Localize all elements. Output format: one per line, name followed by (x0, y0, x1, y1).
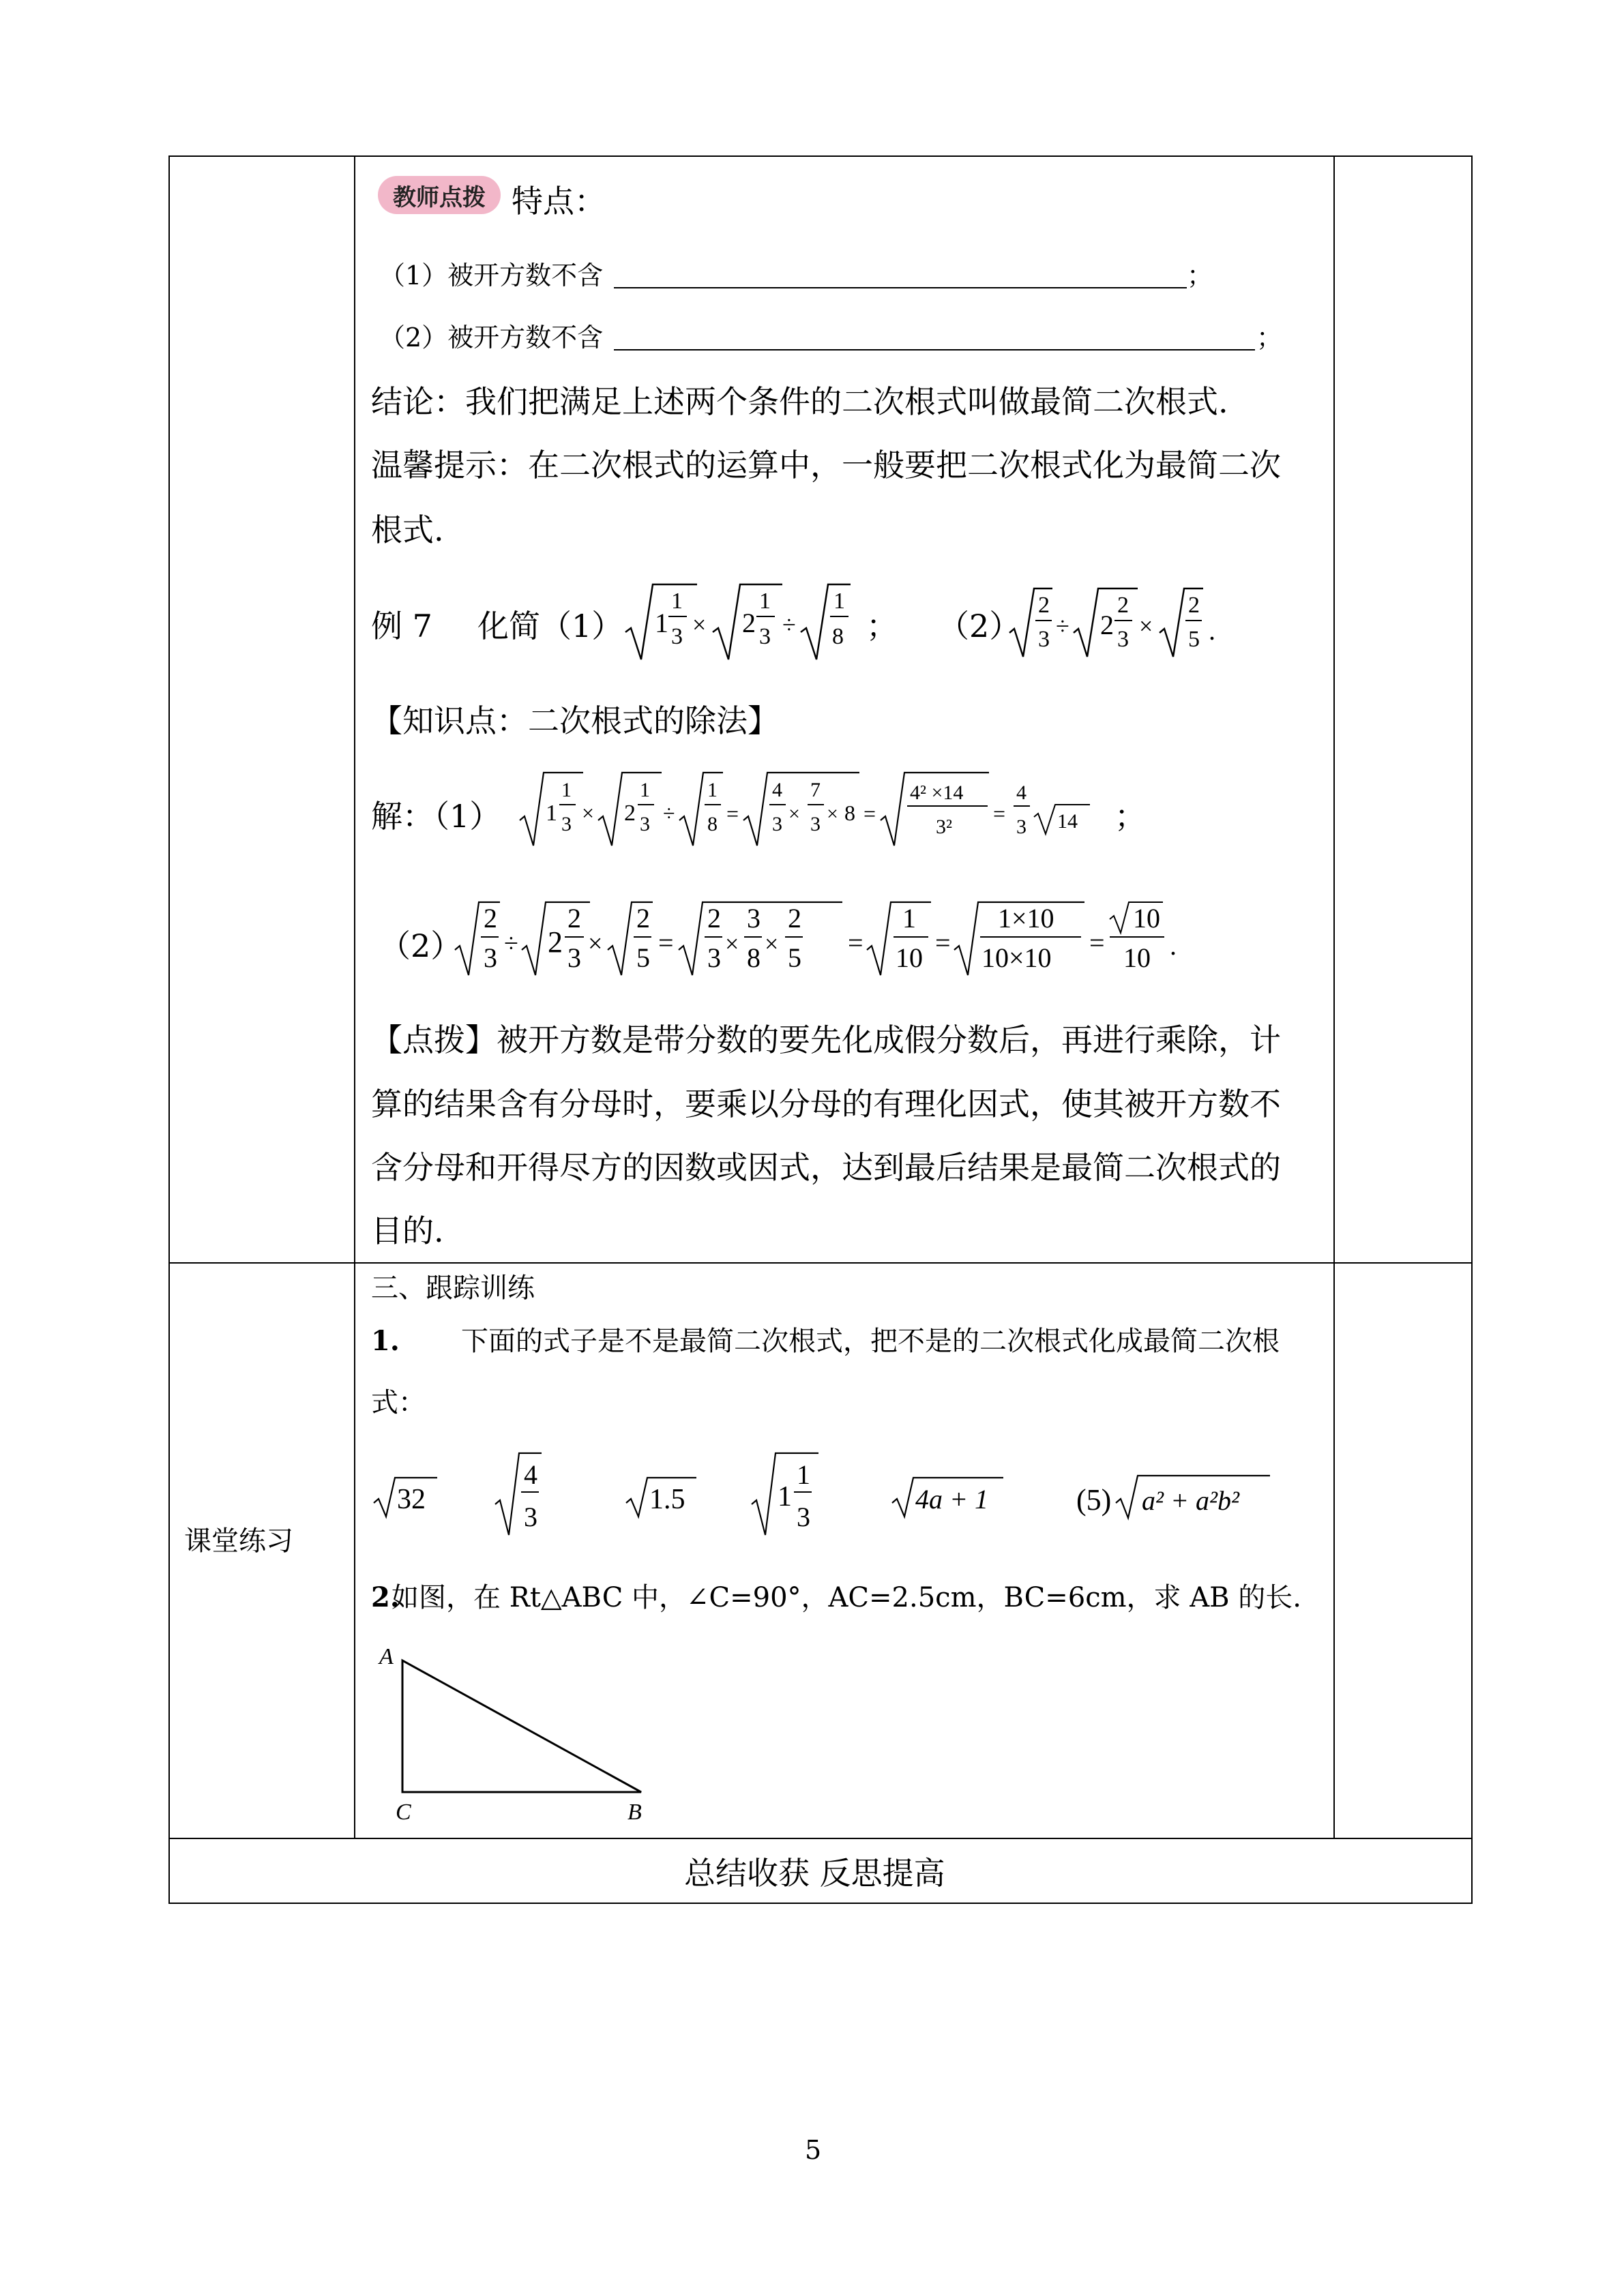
math-1: 1 (833, 588, 845, 614)
math-2: 2 (742, 608, 756, 638)
math-3-squared: 3² (936, 816, 952, 838)
math-8: 8 (844, 801, 855, 825)
math-3: 3 (759, 624, 771, 649)
knowledge-point: 【知识点：二次根式的除法】 (371, 702, 779, 739)
math-1: 1 (640, 779, 650, 801)
vertex-b-label: B (628, 1800, 642, 1825)
math-times: × (725, 930, 739, 957)
section-title: 三、跟踪训练 (371, 1272, 535, 1304)
math-times: × (692, 611, 707, 638)
math-eq: = (658, 927, 674, 958)
math-3: 3 (524, 1502, 537, 1532)
math-5-label: (5) (1076, 1483, 1112, 1517)
math-5: 5 (788, 942, 801, 973)
math-10: 10 (896, 942, 923, 973)
math-1-5: 1.5 (649, 1484, 685, 1515)
condition-2-blank (614, 349, 1255, 351)
math-times: × (582, 801, 595, 825)
hint-line-1: 【点拨】被开方数是带分数的要先化成假分数后，再进行乘除，计 (371, 1022, 1281, 1058)
math-eq: = (726, 801, 739, 826)
question-1-line-1: 下面的式子是不是最简二次根式，把不是的二次根式化成最简二次根 (461, 1326, 1280, 1357)
example-label: 例 7 (371, 608, 432, 644)
math-3: 3 (484, 942, 497, 973)
example-text: 化简（1） (477, 608, 623, 644)
triangle-figure (375, 1637, 662, 1828)
math-div: ÷ (663, 801, 675, 825)
math-2: 2 (567, 903, 581, 934)
math-2: 2 (1188, 593, 1200, 618)
math-1: 1 (561, 779, 572, 801)
radical-5-sqrt-a2-plus-a2b2 (1076, 1470, 1274, 1525)
solution-2-label: （2） (379, 927, 462, 964)
solution-separator: ； (1114, 798, 1146, 835)
math-7: 7 (810, 779, 821, 801)
math-3: 3 (1016, 816, 1027, 838)
question-2-text: 如图，在 Rt△ABC 中，∠C=90°，AC=2.5cm，BC=6cm，求 AB 的长. (392, 1582, 1301, 1613)
math-1: 1 (671, 588, 683, 614)
hint-line-3: 含分母和开得尽方的因数或因式，达到最后结果是最简二次根式的 (371, 1149, 1281, 1186)
solution-2-expression (454, 899, 1204, 994)
math-2: 2 (1100, 610, 1114, 640)
condition-2-label: （2）被开方数不含 (379, 323, 604, 353)
solution-label: 解：（1） (371, 798, 501, 835)
radical-sqrt-4a-plus-1 (891, 1474, 1007, 1522)
math-times: × (827, 803, 838, 825)
example-1-expression (622, 581, 854, 670)
math-3: 3 (707, 942, 721, 973)
radical-sqrt-4-over-3 (494, 1450, 548, 1545)
hint-line-2: 算的结果含有分母时，要乘以分母的有理化因式，使其被开方数不 (371, 1086, 1281, 1122)
math-3: 3 (671, 624, 683, 649)
math-2: 2 (1117, 593, 1129, 618)
math-div: ÷ (504, 929, 518, 958)
features-title: 特点： (512, 183, 606, 220)
section-label: 课堂练习 (184, 1525, 293, 1557)
math-3: 3 (772, 813, 782, 835)
hint-line-4: 目的. (371, 1212, 444, 1249)
math-3: 3 (1038, 627, 1050, 652)
math-div: ÷ (1056, 612, 1069, 640)
condition-1-blank (614, 287, 1187, 288)
table-col-divider-2 (1333, 155, 1335, 1838)
table-row-divider-1 (168, 1262, 1473, 1264)
tip-text-line-1: 温馨提示：在二次根式的运算中，一般要把二次根式化为最简二次 (371, 447, 1281, 483)
math-eq: = (935, 927, 951, 958)
math-3: 3 (567, 942, 581, 973)
math-1: 1 (759, 588, 771, 614)
math-5: 5 (1188, 627, 1200, 652)
math-2: 2 (1038, 593, 1050, 618)
math-dot: . (1209, 615, 1215, 646)
math-4a-plus-1: 4a + 1 (915, 1484, 988, 1515)
tip-text-line-2: 根式. (371, 511, 444, 548)
math-10: 10 (1123, 942, 1151, 973)
math-2: 2 (636, 903, 650, 934)
math-3: 3 (640, 813, 650, 835)
math-a2-plus-a2b2: a² + a²b² (1142, 1485, 1239, 1516)
math-eq: = (863, 801, 876, 826)
math-eq: = (993, 801, 1006, 826)
example-2-expression (1008, 585, 1226, 667)
math-10x10: 10×10 (981, 942, 1052, 973)
math-5: 5 (636, 942, 650, 973)
math-2: 2 (624, 801, 636, 826)
math-3: 3 (747, 903, 761, 934)
math-8: 8 (707, 813, 718, 835)
condition-1-end: ； (1187, 260, 1213, 290)
math-1x10: 1×10 (998, 903, 1054, 934)
math-dot: . (1170, 930, 1177, 961)
math-2: 2 (788, 903, 801, 934)
question-1-number: 1. (371, 1325, 400, 1357)
teacher-tip-badge: 教师点拨 (378, 176, 501, 214)
math-1: 1 (902, 903, 916, 934)
math-2: 2 (707, 903, 721, 934)
condition-2-end: ； (1256, 323, 1283, 353)
radical-sqrt-1-5 (625, 1474, 700, 1522)
math-8: 8 (747, 942, 761, 973)
radical-sqrt-1-and-1-3 (750, 1450, 825, 1545)
math-32: 32 (397, 1484, 426, 1515)
math-3: 3 (797, 1502, 810, 1532)
summary-title: 总结收获 反思提高 (684, 1855, 945, 1892)
math-1: 1 (546, 801, 557, 826)
math-times: × (765, 930, 779, 957)
math-1: 1 (797, 1459, 810, 1490)
math-10: 10 (1133, 903, 1160, 934)
math-1: 1 (655, 608, 668, 638)
math-3: 3 (1117, 627, 1129, 652)
math-1: 1 (707, 779, 718, 801)
math-2: 2 (484, 903, 497, 934)
condition-1-label: （1）被开方数不含 (379, 260, 604, 290)
math-times: × (588, 929, 603, 958)
table-col-divider-1 (354, 155, 355, 1838)
table-row-divider-2 (168, 1838, 1473, 1839)
math-times: × (1139, 612, 1153, 640)
math-3: 3 (561, 813, 572, 835)
question-1-line-2: 式： (371, 1387, 426, 1418)
math-4: 4 (1016, 781, 1027, 804)
math-4: 4 (772, 779, 782, 801)
math-4: 4 (524, 1459, 537, 1490)
conclusion-text: 结论：我们把满足上述两个条件的二次根式叫做最简二次根式. (371, 383, 1228, 420)
question-2-number: 2. (371, 1581, 400, 1613)
math-2: 2 (548, 925, 563, 959)
math-3: 3 (810, 813, 821, 835)
solution-1-expression (518, 769, 1105, 865)
math-8: 8 (832, 624, 844, 649)
math-4-squared-times-14: 4² ×14 (910, 781, 964, 804)
math-eq: = (848, 927, 863, 958)
math-times: × (788, 803, 800, 825)
math-14: 14 (1057, 810, 1078, 833)
example-part-2-label: （2） (938, 608, 1021, 644)
example-separator: ； (866, 608, 898, 644)
math-1: 1 (778, 1481, 792, 1512)
vertex-a-label: A (379, 1644, 394, 1669)
radical-sqrt-32 (372, 1474, 441, 1522)
vertex-c-label: C (396, 1800, 411, 1825)
math-div: ÷ (782, 611, 796, 638)
page-number: 5 (805, 2135, 822, 2165)
math-eq: = (1089, 927, 1105, 958)
